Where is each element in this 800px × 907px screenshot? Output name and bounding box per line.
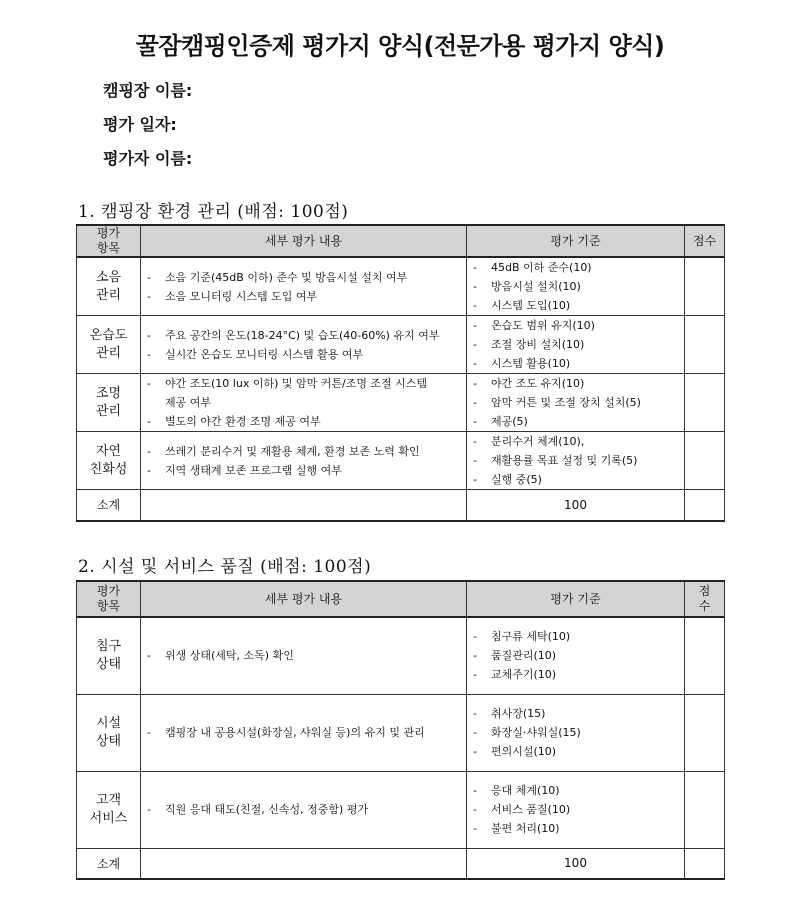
section-2-title: 2. 시설 및 서비스 품질 (배점: 100점)	[78, 557, 372, 577]
table-row	[77, 374, 725, 432]
criteria-cell	[467, 617, 685, 694]
section-1-table	[76, 224, 725, 522]
category-cell: 소음 관리	[77, 257, 141, 316]
criteria-item: - 시스템 활용(10)	[473, 357, 571, 370]
detail-item: - 별도의 야간 환경 조명 제공 여부	[147, 415, 321, 428]
criteria-item: - 화장실·샤워실(15)	[473, 726, 581, 739]
criteria-item: - 불편 처리(10)	[473, 822, 560, 835]
detail-item: - 소음 모니터링 시스템 도입 여부	[147, 289, 318, 303]
criteria-item: - 온습도 범위 유지(10)	[473, 319, 595, 332]
detail-item: - 지역 생태계 보존 프로그램 실행 여부	[147, 463, 342, 477]
criteria-item: - 재활용률 목표 설정 및 기록(5)	[473, 454, 638, 467]
detail-cell	[141, 617, 467, 694]
section-1-body	[77, 257, 725, 490]
criteria-item: - 교체주기(10)	[473, 668, 557, 682]
evaluator-label: 평가자 이름:	[103, 149, 193, 168]
criteria-item: - 야간 조도 유지(10)	[473, 377, 585, 390]
category-cell: 침구 상태	[77, 617, 141, 694]
criteria-item: - 편의시설(10)	[473, 745, 557, 758]
subtotal-label: 소계	[77, 848, 141, 879]
criteria-item: - 취사장(15)	[473, 707, 546, 720]
criteria-cell	[467, 771, 685, 848]
criteria-cell	[467, 694, 685, 771]
criteria-item: - 45dB 이하 준수(10)	[473, 261, 592, 274]
score-cell[interactable]	[685, 694, 725, 771]
criteria-item: - 암막 커튼 및 조절 장치 설치(5)	[473, 396, 641, 409]
detail-cell	[141, 694, 467, 771]
table-row	[77, 771, 725, 848]
category-cell: 고객 서비스	[77, 771, 141, 848]
document-title: 꿀잠캠핑인증제 평가지 양식(전문가용 평가지 양식)	[135, 32, 665, 60]
criteria-item: - 응대 체계(10)	[473, 784, 560, 797]
subtotal-value: 100	[467, 490, 685, 521]
category-cell: 시설 상태	[77, 694, 141, 771]
detail-cell	[141, 257, 467, 316]
eval-date-label: 평가 일자:	[103, 115, 177, 134]
header-category: 평가 항목	[77, 581, 141, 617]
detail-item: - 위생 상태(세탁, 소독) 확인	[147, 649, 294, 663]
header-detail: 세부 평가 내용	[141, 225, 467, 257]
criteria-cell	[467, 374, 685, 432]
score-cell[interactable]	[685, 374, 725, 432]
detail-item: - 쓰레기 분리수거 및 재활용 체계, 환경 보존 노력 확인	[147, 444, 420, 458]
subtotal-label: 소계	[77, 490, 141, 521]
header-criteria: 평가 기준	[467, 581, 685, 617]
section-2-body	[77, 617, 725, 848]
section-2-table	[76, 580, 725, 880]
table-row	[77, 694, 725, 771]
criteria-item: - 시스템 도입(10)	[473, 299, 571, 312]
section-1-title: 1. 캠핑장 환경 관리 (배점: 100점)	[78, 202, 349, 222]
header-score: 점수	[685, 225, 725, 257]
score-cell[interactable]	[685, 617, 725, 694]
detail-cell	[141, 432, 467, 490]
category-cell: 자연 친화성	[77, 432, 141, 490]
criteria-item: - 조절 장비 설치(10)	[473, 338, 585, 351]
header-score: 점 수	[685, 581, 725, 617]
detail-item: - 소음 기준(45dB 이하) 준수 및 방음시설 설치 여부	[147, 270, 408, 284]
detail-item: - 야간 조도(10 lux 이하) 및 암막 커튼/조명 조절 시스템	[147, 377, 428, 390]
category-cell: 조명 관리	[77, 374, 141, 432]
subtotal-detail-cell	[141, 848, 467, 879]
criteria-item: - 방음시설 설치(10)	[473, 280, 581, 293]
table-row	[77, 617, 725, 694]
detail-item: 제공 여부	[165, 396, 212, 409]
category-cell: 온습도 관리	[77, 316, 141, 374]
table-row	[77, 432, 725, 490]
subtotal-value: 100	[467, 848, 685, 879]
table-row	[77, 257, 725, 316]
criteria-item: - 분리수거 체계(10),	[473, 435, 585, 448]
subtotal-score-cell[interactable]	[685, 848, 725, 879]
header-criteria: 평가 기준	[467, 225, 685, 257]
score-cell[interactable]	[685, 432, 725, 490]
criteria-item: - 서비스 품질(10)	[473, 803, 571, 816]
criteria-item: - 제공(5)	[473, 415, 528, 428]
header-category: 평가 항목	[77, 225, 141, 257]
detail-item: - 캠핑장 내 공용시설(화장실, 샤워실 등)의 유지 및 관리	[147, 726, 425, 739]
criteria-cell	[467, 432, 685, 490]
detail-item: - 주요 공간의 온도(18-24°C) 및 습도(40-60%) 유지 여부	[147, 328, 440, 342]
criteria-item: - 실행 중(5)	[473, 473, 542, 486]
score-cell[interactable]	[685, 316, 725, 374]
header-detail: 세부 평가 내용	[141, 581, 467, 617]
detail-cell	[141, 316, 467, 374]
table-row	[77, 316, 725, 374]
camp-name-label: 캠핑장 이름:	[103, 81, 193, 100]
detail-item: - 실시간 온습도 모니터링 시스템 활용 여부	[147, 347, 364, 361]
detail-item: - 직원 응대 태도(친절, 신속성, 정중함) 평가	[147, 803, 369, 816]
criteria-item: - 품질관리(10)	[473, 649, 557, 663]
score-cell[interactable]	[685, 771, 725, 848]
criteria-item: - 침구류 세탁(10)	[473, 630, 571, 644]
criteria-cell	[467, 316, 685, 374]
detail-cell	[141, 771, 467, 848]
score-cell[interactable]	[685, 257, 725, 316]
criteria-cell	[467, 257, 685, 316]
subtotal-score-cell[interactable]	[685, 490, 725, 521]
detail-cell	[141, 374, 467, 432]
subtotal-detail-cell	[141, 490, 467, 521]
